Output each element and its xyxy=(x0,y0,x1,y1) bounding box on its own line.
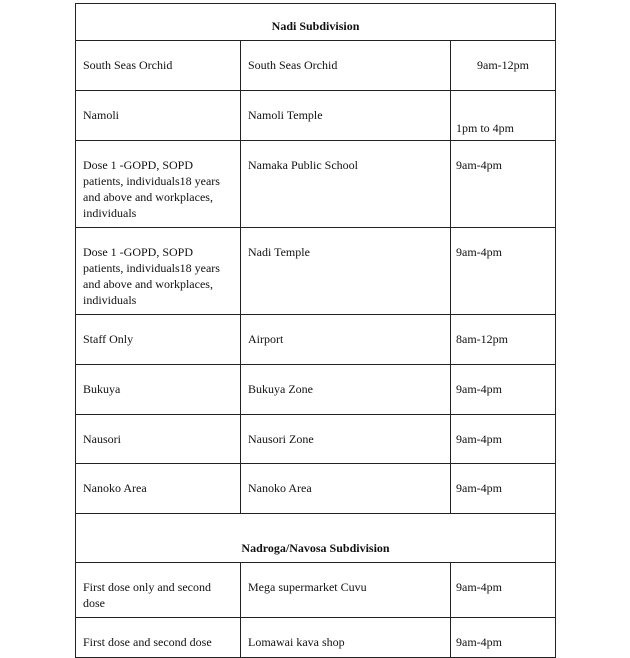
time-cell: 9am-4pm xyxy=(451,464,556,514)
time-cell: 9am-4pm xyxy=(451,618,556,658)
table-row xyxy=(76,228,556,315)
group-cell: Staff Only xyxy=(76,315,241,365)
table-row xyxy=(76,41,556,91)
time-cell: 9am-12pm xyxy=(451,41,556,91)
venue-cell: Mega supermarket Cuvu xyxy=(241,563,451,618)
group-cell: Dose 1 -GOPD, SOPD patients, individuals18 years and above and workplaces, individuals xyxy=(76,228,241,315)
table-row xyxy=(76,91,556,141)
venue-cell: Nadi Temple xyxy=(241,228,451,315)
time-cell: 9am-4pm xyxy=(451,563,556,618)
venue-cell: Airport xyxy=(241,315,451,365)
venue-cell: Namoli Temple xyxy=(241,91,451,141)
venue-cell: Nanoko Area xyxy=(241,464,451,514)
group-cell: Nanoko Area xyxy=(76,464,241,514)
table-row xyxy=(76,415,556,464)
table-row xyxy=(76,141,556,228)
time-cell: 9am-4pm xyxy=(451,228,556,315)
time-cell: 9am-4pm xyxy=(451,141,556,228)
schedule-table xyxy=(75,3,556,658)
time-cell: 9am-4pm xyxy=(451,365,556,415)
table-row xyxy=(76,365,556,415)
group-cell: Namoli xyxy=(76,91,241,141)
group-cell: Nausori xyxy=(76,415,241,464)
section-title: Nadroga/Navosa Subdivision xyxy=(76,514,556,563)
time-cell: 8am-12pm xyxy=(451,315,556,365)
section-title: Nadi Subdivision xyxy=(76,4,556,41)
group-cell: South Seas Orchid xyxy=(76,41,241,91)
table-row xyxy=(76,315,556,365)
venue-cell: Nausori Zone xyxy=(241,415,451,464)
table-row xyxy=(76,618,556,658)
time-cell: 9am-4pm xyxy=(451,415,556,464)
group-cell: Bukuya xyxy=(76,365,241,415)
venue-cell: Lomawai kava shop xyxy=(241,618,451,658)
venue-cell: Namaka Public School xyxy=(241,141,451,228)
group-cell: Dose 1 -GOPD, SOPD patients, individuals18 years and above and workplaces, individuals xyxy=(76,141,241,228)
table-row xyxy=(76,464,556,514)
group-cell: First dose and second dose xyxy=(76,618,241,658)
time-cell: 1pm to 4pm xyxy=(451,91,556,141)
section-header-row xyxy=(76,514,556,563)
group-cell: First dose only and second dose xyxy=(76,563,241,618)
venue-cell: South Seas Orchid xyxy=(241,41,451,91)
table-row xyxy=(76,563,556,618)
venue-cell: Bukuya Zone xyxy=(241,365,451,415)
section-header-row xyxy=(76,4,556,41)
